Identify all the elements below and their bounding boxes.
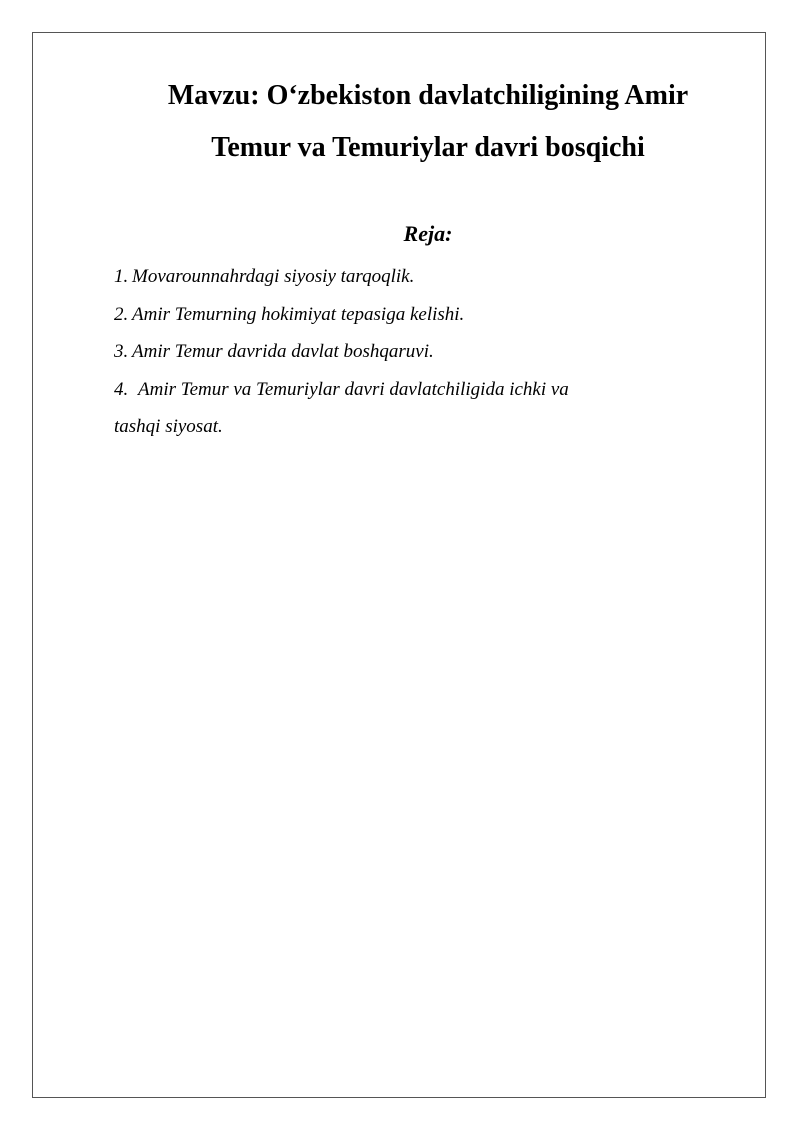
title-line-2: Temur va Temuriylar davri bosqichi	[211, 132, 645, 163]
page-title	[60, 70, 796, 174]
plan-heading: Reja:	[403, 221, 453, 246]
plan-item-number: 2.	[114, 303, 129, 325]
plan-item-text: Movarounnahrdagi siyosiy tarqoqlik.	[132, 266, 415, 287]
plan-item-text: Amir Temurning hokimiyat tepasiga kelishi.	[132, 303, 465, 325]
plan-item-text: tashqi siyosat.	[114, 416, 223, 437]
plan-item-number: 1.	[114, 266, 129, 287]
plan-item-text: Amir Temur va Temuriylar davri davlatchiligida ichki va	[138, 378, 569, 400]
plan-item-text: Amir Temur davrida davlat boshqaruvi.	[132, 341, 434, 362]
plan-item-number: 3.	[114, 341, 129, 362]
plan-item-2	[114, 296, 674, 334]
plan-item-number: 4.	[114, 378, 129, 400]
plan-item-3	[114, 333, 674, 371]
plan-item-1	[114, 258, 674, 296]
plan-item-4-continuation	[114, 408, 674, 446]
plan-item-4	[114, 371, 674, 409]
page-frame	[32, 32, 766, 1098]
title-line-1: Mavzu: O‘zbekiston davlatchiligining Amir	[167, 80, 689, 111]
plan-list	[114, 258, 674, 446]
